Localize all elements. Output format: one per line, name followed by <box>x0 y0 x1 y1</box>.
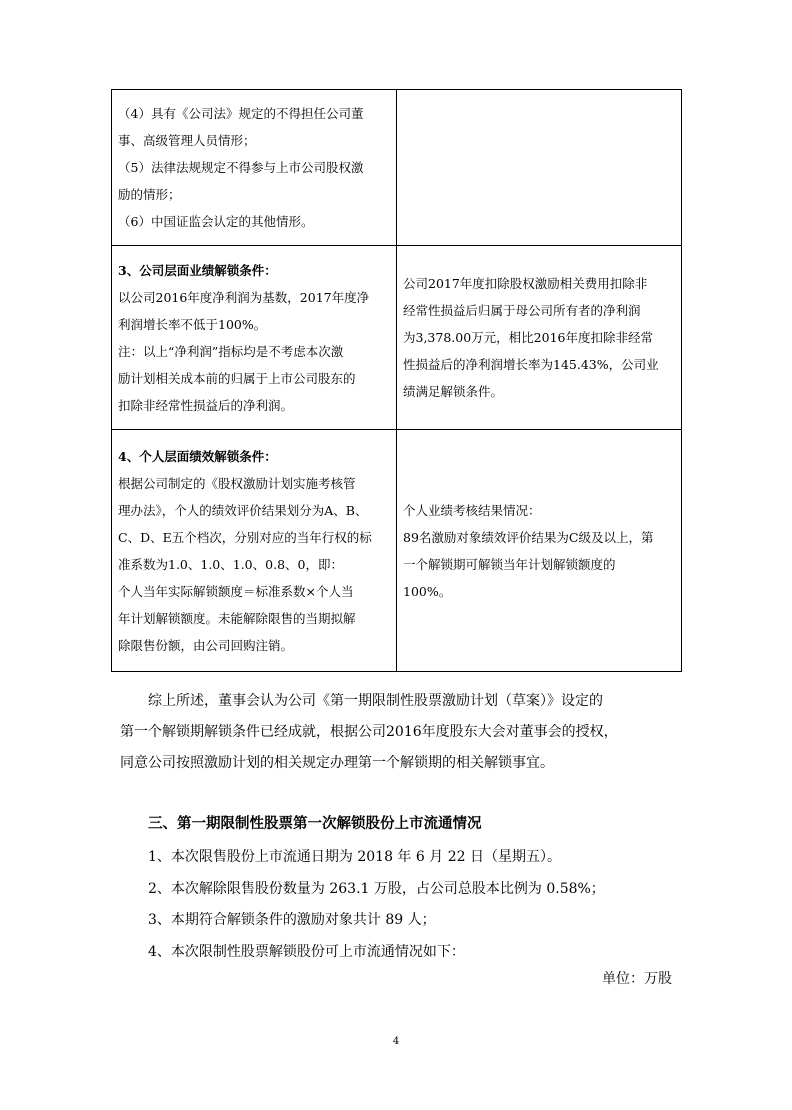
condition-line: 利润增长率不低于100%。 <box>118 316 267 332</box>
result-line: 公司2017年度扣除股权激励相关费用扣除非 <box>403 276 648 291</box>
list-item: 1、本次限售股份上市流通日期为 2018 年 6 月 22 日（星期五）。 <box>148 849 561 865</box>
result-line: 经常性损益后归属于母公司所有者的净利润 <box>403 303 641 318</box>
condition-line: （5）法律法规规定不得参与上市公司股权激 <box>118 160 364 175</box>
result-line: 一个解锁期可解锁当年计划解锁额度的 <box>403 556 616 572</box>
condition-line: 理办法》，个人的绩效评价结果划分为A、B、 <box>118 502 368 518</box>
result-line: 89名激励对象绩效评价结果为C级及以上，第 <box>403 529 654 545</box>
summary-paragraph <box>120 686 680 779</box>
condition-cell <box>112 246 397 430</box>
condition-line: 准系数为1.0、1.0、1.0、0.8、0，即： <box>118 556 343 572</box>
condition-line: （6）中国证监会认定的其他情形。 <box>118 214 314 229</box>
table-row <box>112 90 682 246</box>
condition-line: 除限售份额，由公司回购注销。 <box>118 637 294 653</box>
condition-line: 励的情形； <box>118 187 181 202</box>
list-item: 2、本次解除限售股份数量为 263.1 万股，占公司总股本比例为 0.58%； <box>148 880 605 897</box>
result-cell <box>397 90 682 246</box>
unit-label: 单位：万股 <box>602 971 672 987</box>
condition-line: （4）具有《公司法》规定的不得担任公司董 <box>118 106 364 121</box>
result-line: 100%。 <box>403 583 452 599</box>
section-title: 三、第一期限制性股票第一次解锁股份上市流通情况 <box>148 815 482 832</box>
condition-line: C、D、E五个档次，分别对应的当年行权的标 <box>118 529 372 545</box>
result-line: 性损益后的净利润增长率为145.43%，公司业 <box>403 357 659 372</box>
list-item: 4、本次限制性股票解锁股份可上市流通情况如下： <box>148 943 465 960</box>
condition-line: 以公司2016年度净利润为基数，2017年度净 <box>118 289 370 305</box>
paragraph-line: 同意公司按照激励计划的相关规定办理第一个解锁期的相关解锁事宜。 <box>120 755 554 771</box>
condition-line: 根据公司制定的《股权激励计划实施考核管 <box>118 475 356 491</box>
condition-cell <box>112 430 397 672</box>
result-cell <box>397 246 682 430</box>
table-row <box>112 430 682 672</box>
paragraph-line: 综上所述，董事会认为公司《第一期限制性股票激励计划（草案）》设定的 <box>148 693 603 709</box>
condition-cell <box>112 90 397 246</box>
paragraph-line: 第一个解锁期解锁条件已经成就，根据公司2016年度股东大会对董事会的授权， <box>120 724 618 740</box>
result-line: 个人业绩考核结果情况： <box>403 502 541 518</box>
result-line: 为3,378.00万元，相比2016年度扣除非经常 <box>403 330 653 345</box>
result-line: 绩满足解锁条件。 <box>403 384 504 399</box>
condition-line: 事、高级管理人员情形； <box>118 133 256 148</box>
condition-heading: 4、个人层面绩效解锁条件： <box>118 448 277 464</box>
page-number: 4 <box>392 1036 400 1047</box>
condition-line: 励计划相关成本前的归属于上市公司股东的 <box>118 370 356 386</box>
table-row <box>112 246 682 430</box>
list-item: 3、本期符合解锁条件的激励对象共计 89 人； <box>148 912 436 928</box>
unlock-conditions-table <box>111 89 682 672</box>
condition-line: 年计划解锁额度。未能解除限售的当期拟解 <box>118 610 356 626</box>
condition-line: 注：以上“净利润”指标均是不考虑本次激 <box>118 343 344 359</box>
result-cell <box>397 430 682 672</box>
section-items <box>148 842 605 968</box>
condition-heading: 3、公司层面业绩解锁条件： <box>118 262 277 278</box>
condition-line: 个人当年实际解锁额度＝标准系数×个人当 <box>118 583 354 599</box>
condition-line: 扣除非经常性损益后的净利润。 <box>118 397 294 413</box>
